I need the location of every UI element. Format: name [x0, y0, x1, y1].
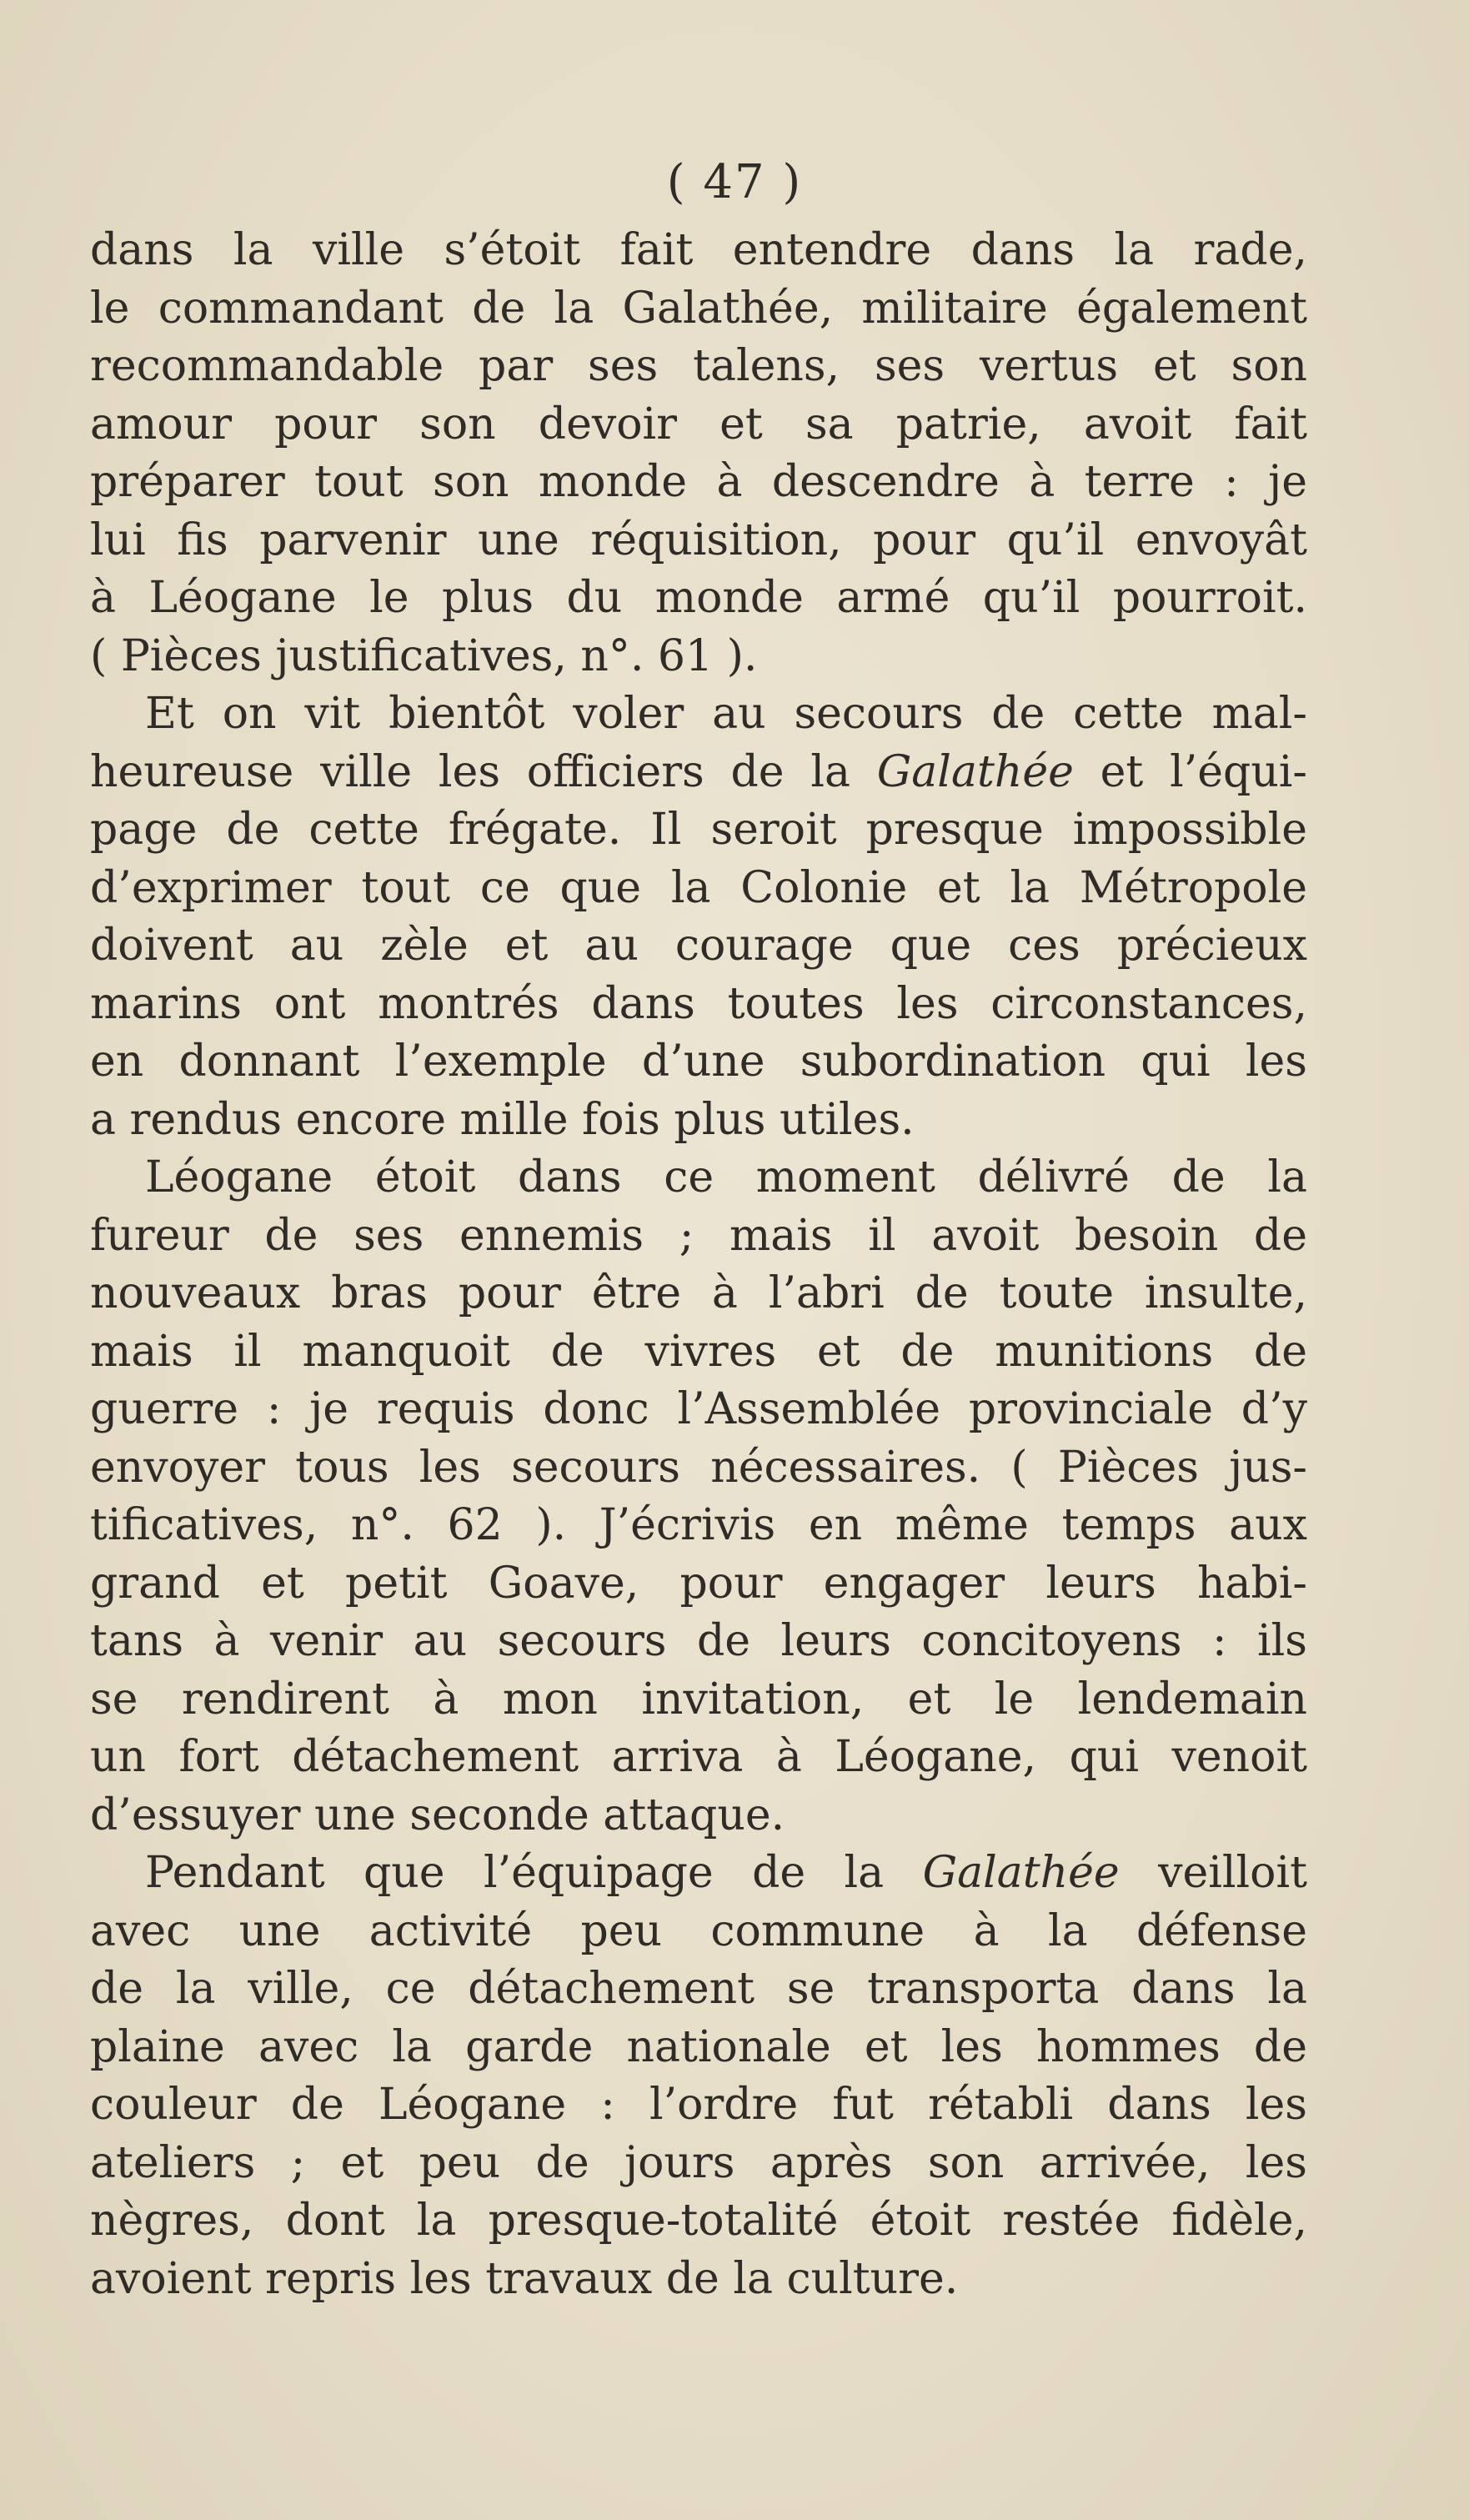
- line-text-after: veilloit: [1119, 1848, 1307, 1898]
- text-line: [90, 917, 1307, 976]
- text-line: [90, 280, 1307, 339]
- text-line: [90, 1033, 1307, 1092]
- text-line: [90, 1149, 1307, 1207]
- line-text: nouveaux bras pour être à l’abri de toute insulte,: [90, 1268, 1307, 1318]
- ship-name-italic: Galathée: [876, 746, 1074, 797]
- line-text: couleur de Léogane : l’ordre fut rétabli dans les: [90, 2080, 1307, 2130]
- line-text: avoient repris les travaux de la culture.: [90, 2253, 959, 2304]
- text-line: [90, 570, 1307, 628]
- line-text: grand et petit Goave, pour engager leurs habi-: [90, 1558, 1307, 1609]
- text-line: [90, 1207, 1307, 1266]
- text-line: [90, 1671, 1307, 1729]
- line-text: lui fis parvenir une réquisition, pour qu’il envoyât: [90, 515, 1307, 565]
- text-line: [90, 976, 1307, 1034]
- line-text: page de cette frégate. Il seroit presque impossible: [90, 805, 1307, 855]
- text-line: [90, 1092, 1307, 1150]
- text-line: [90, 628, 1307, 686]
- ship-name-italic: Galathée: [922, 1848, 1120, 1898]
- text-line: [90, 222, 1307, 280]
- line-text: un fort détachement arriva à Léogane, qui venoit: [90, 1732, 1307, 1782]
- text-line: [90, 1729, 1307, 1787]
- text-line: [90, 1265, 1307, 1323]
- text-line: [90, 1439, 1307, 1498]
- line-text: d’exprimer tout ce que la Colonie et la Métropole: [90, 862, 1307, 913]
- header-space: [90, 150, 1307, 222]
- line-text: le commandant de la Galathée, militaire également: [90, 283, 1307, 334]
- text-line: [90, 860, 1307, 918]
- line-text: amour pour son devoir et sa patrie, avoit fait: [90, 399, 1307, 449]
- text-line: [90, 685, 1307, 744]
- text-line: [90, 1787, 1307, 1845]
- text-line: [90, 2192, 1307, 2251]
- line-text: ( Pièces justificatives, n°. 61 ).: [90, 630, 758, 681]
- line-text: de la ville, ce détachement se transporta dans la: [90, 1964, 1307, 2014]
- line-text: heureuse ville les officiers de la: [90, 746, 877, 797]
- line-text: à Léogane le plus du monde armé qu’il pourroit.: [90, 573, 1307, 623]
- text-line: [90, 2019, 1307, 2077]
- line-text: recommandable par ses talens, ses vertus et son: [90, 341, 1307, 391]
- text-line: [90, 454, 1307, 512]
- line-text: a rendus encore mille fois plus utiles.: [90, 1094, 915, 1145]
- text-line: [90, 2251, 1307, 2309]
- line-text: Léogane étoit dans ce moment délivré de la: [145, 1152, 1307, 1202]
- line-text: doivent au zèle et au courage que ces précieux: [90, 921, 1307, 971]
- text-line: [90, 1323, 1307, 1382]
- text-line: [90, 512, 1307, 570]
- line-text: tificatives, n°. 62 ). J’écrivis en même temps aux: [90, 1500, 1307, 1550]
- line-text: ateliers ; et peu de jours après son arrivée, les: [90, 2137, 1307, 2188]
- text-line: [90, 1497, 1307, 1555]
- line-text: en donnant l’exemple d’une subordination qui les: [90, 1037, 1307, 1087]
- line-text: Pendant que l’équipage de la: [145, 1848, 923, 1898]
- line-text: plaine avec la garde nationale et les hommes de: [90, 2021, 1307, 2072]
- line-text: avec une activité peu commune à la défense: [90, 1905, 1307, 1956]
- line-text: marins ont montrés dans toutes les circonstances,: [90, 978, 1307, 1029]
- line-text: nègres, dont la presque-totalité étoit restée fidèle,: [90, 2196, 1307, 2246]
- line-text: préparer tout son monde à descendre à terre : je: [90, 457, 1307, 507]
- line-text: mais il manquoit de vivres et de munitions de: [90, 1326, 1307, 1377]
- text-line: [90, 1613, 1307, 1671]
- page-number: ( 47 ): [666, 155, 803, 209]
- line-text-after: et l’équi-: [1073, 746, 1308, 797]
- text-line: [90, 338, 1307, 396]
- text-lines: [90, 222, 1307, 2308]
- text-line: [90, 1381, 1307, 1439]
- line-text: dans la ville s’étoit fait entendre dans la rade,: [90, 225, 1307, 275]
- line-text: se rendirent à mon invitation, et le lendemain: [90, 1674, 1307, 1724]
- text-line: [90, 2135, 1307, 2193]
- text-line: [90, 1555, 1307, 1614]
- line-text: envoyer tous les secours nécessaires. ( Pièces jus-: [90, 1442, 1307, 1493]
- text-line: [90, 396, 1307, 454]
- text-line: [90, 2076, 1307, 2135]
- line-text: guerre : je requis donc l’Assemblée provinciale d’y: [90, 1384, 1307, 1434]
- line-text: d’essuyer une seconde attaque.: [90, 1790, 785, 1840]
- line-text: fureur de ses ennemis ; mais il avoit besoin de: [90, 1210, 1307, 1261]
- text-line: [90, 1845, 1307, 1903]
- line-text: tans à venir au secours de leurs concitoyens : ils: [90, 1616, 1307, 1666]
- text-line: [90, 801, 1307, 860]
- text-line: [90, 1903, 1307, 1961]
- line-text: Et on vit bientôt voler au secours de cette mal-: [145, 689, 1307, 739]
- body-text: [90, 150, 1307, 2308]
- text-line: [90, 744, 1307, 802]
- text-line: [90, 1960, 1307, 2019]
